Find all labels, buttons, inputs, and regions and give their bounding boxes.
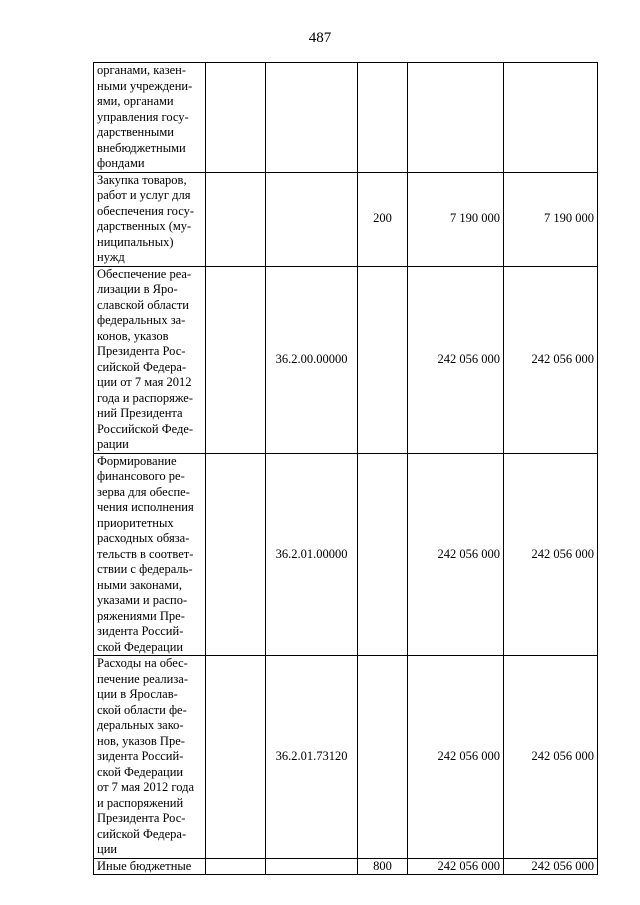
expense-name-line: Закупка товаров, (97, 172, 187, 187)
expense-name-line: дарственных (му- (97, 219, 192, 233)
expense-name-line: Президента Рос- (97, 811, 186, 825)
expense-name-line: деральных зако- (97, 718, 184, 732)
target-code-cell (266, 172, 358, 266)
expense-name-line: года и распоряже- (97, 390, 194, 405)
expense-name-line: дарственными (97, 125, 174, 139)
expense-name-line: зидента Россий- (97, 749, 184, 763)
target-code-cell: 36.2.01.73120 (266, 656, 358, 859)
expense-name-line: и распоряжений (97, 795, 184, 810)
amount-year1-cell: 7 190 000 (408, 172, 504, 266)
amount-year2-cell: 242 056 000 (504, 858, 598, 875)
expense-name-line: фондами (97, 156, 145, 170)
amount-year2-cell: 242 056 000 (504, 453, 598, 656)
expense-name-line: Расходы на обес- (97, 656, 188, 670)
expense-name-line: зидента Россий- (97, 624, 184, 638)
expense-name-line: расходных обяза- (97, 531, 190, 545)
expense-name-cell (94, 656, 206, 859)
expense-name-line: ской области фе- (97, 702, 187, 717)
expense-name-line: Обеспечение реа- (97, 266, 192, 281)
amount-year1-cell (408, 63, 504, 173)
expense-name-line: ции в Ярослав- (97, 687, 178, 701)
amount-year1-cell: 242 056 000 (408, 858, 504, 875)
expense-type-cell: 200 (358, 172, 408, 266)
amount-year2-cell: 242 056 000 (504, 266, 598, 453)
amount-year2-cell: 7 190 000 (504, 172, 598, 266)
amount-year1-cell: 242 056 000 (408, 266, 504, 453)
expense-name-line: зерва для обеспе- (97, 484, 190, 499)
expense-name-line: работ и услуг для (97, 188, 191, 202)
expense-name-line: славской области (97, 297, 189, 312)
expense-type-cell (358, 656, 408, 859)
table-row (94, 266, 598, 453)
blank-cell (206, 63, 266, 173)
expense-name-cell (94, 453, 206, 656)
expense-name-line: финансового ре- (97, 469, 185, 483)
expense-name-line: Президента Рос- (97, 344, 186, 358)
expense-name-line: конов, указов (97, 328, 169, 343)
expense-name-line: чения исполнения (97, 500, 194, 514)
table-row (94, 656, 598, 859)
expense-name-line: нужд (97, 250, 125, 264)
blank-cell (206, 453, 266, 656)
amount-year2-cell (504, 63, 598, 173)
expense-name-cell (94, 266, 206, 453)
expense-name-line: приоритетных (97, 515, 174, 530)
expense-name-line: внебюджетными (97, 140, 186, 155)
amount-year1-cell: 242 056 000 (408, 656, 504, 859)
blank-cell (206, 656, 266, 859)
expense-name-line: ний Президента (97, 406, 183, 420)
expense-name-line: Формирование (97, 453, 177, 468)
target-code-cell (266, 63, 358, 173)
amount-year1-cell: 242 056 000 (408, 453, 504, 656)
expense-name-line: от 7 мая 2012 года (97, 780, 195, 794)
expense-name-line: нов, указов Пре- (97, 733, 185, 748)
expense-name-cell (94, 63, 206, 173)
expense-name-cell (94, 172, 206, 266)
expense-name-line: рации (97, 437, 129, 451)
expense-name-line: Российской Феде- (97, 421, 194, 436)
expense-name-line: ями, органами (97, 94, 174, 108)
expense-name-line: ными учреждени- (97, 78, 193, 93)
expense-type-cell (358, 63, 408, 173)
expense-name-line: лизации в Яро- (97, 282, 178, 296)
expense-name-line: указами и распо- (97, 593, 188, 607)
blank-cell (206, 266, 266, 453)
expense-name-line: управления госу- (97, 109, 189, 124)
page-number: 487 (308, 30, 332, 46)
expense-type-cell (358, 453, 408, 656)
expense-name-line: печение реализа- (97, 671, 188, 686)
expense-name-line: федеральных за- (97, 313, 186, 327)
expense-name-line: ными законами, (97, 577, 182, 592)
expense-name-line: ской Федерации (97, 639, 184, 654)
expense-name-line: органами, казен- (97, 63, 187, 77)
amount-year2-cell: 242 056 000 (504, 656, 598, 859)
table-row (94, 172, 598, 266)
table-row (94, 63, 598, 173)
table-row (94, 453, 598, 656)
budget-table (93, 62, 598, 875)
table-row (94, 858, 598, 875)
expense-name-line: Иные бюджетные (97, 858, 192, 873)
target-code-cell (266, 858, 358, 875)
expense-name-line: ниципальных) (97, 234, 174, 249)
expense-type-cell: 800 (358, 858, 408, 875)
expense-name-line: ряжениями Пре- (97, 608, 185, 623)
expense-name-line: тельств в соответ- (97, 546, 194, 561)
target-code-cell: 36.2.01.00000 (266, 453, 358, 656)
expense-type-cell (358, 266, 408, 453)
blank-cell (206, 858, 266, 875)
expense-name-line: ции (97, 842, 118, 856)
expense-name-line: сийской Федера- (97, 826, 187, 841)
expense-name-line: ской Федерации (97, 764, 184, 779)
target-code-cell: 36.2.00.00000 (266, 266, 358, 453)
expense-name-cell (94, 858, 206, 875)
table-body (94, 63, 598, 875)
expense-name-line: ции от 7 мая 2012 (97, 375, 192, 389)
expense-name-line: обеспечения госу- (97, 203, 195, 218)
blank-cell (206, 172, 266, 266)
expense-name-line: ствии с федераль- (97, 562, 193, 576)
expense-name-line: сийской Федера- (97, 359, 187, 374)
